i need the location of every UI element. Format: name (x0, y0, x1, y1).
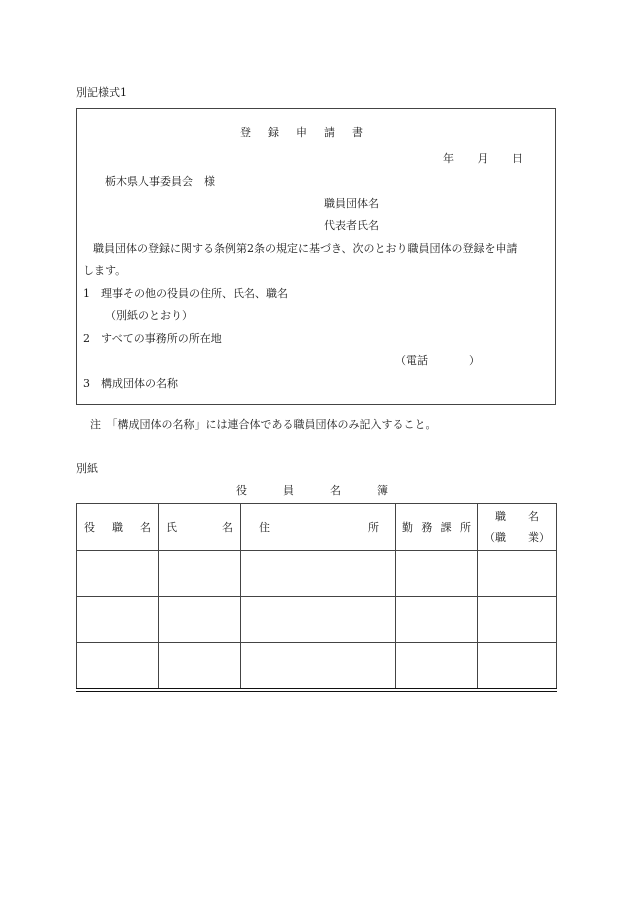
cell-occupation[interactable] (478, 597, 557, 643)
item-1: 1 理事その他の役員の住所、氏名、職名 (83, 287, 288, 300)
body-line-2: します。 (83, 264, 127, 277)
date-month: 月 (477, 152, 489, 165)
cell-workplace[interactable] (396, 597, 478, 643)
cell-name[interactable] (159, 597, 241, 643)
item-3: 3 構成団体の名称 (83, 377, 178, 390)
item-2: 2 すべての事務所の所在地 (83, 332, 222, 345)
cell-occupation[interactable] (478, 551, 557, 597)
cell-workplace[interactable] (396, 551, 478, 597)
addressee: 栃木県人事委員会 様 (105, 175, 215, 188)
cell-name[interactable] (159, 551, 241, 597)
phone-close: ） (469, 354, 480, 367)
application-title: 登録申請書 (240, 126, 380, 139)
date-day: 日 (512, 152, 523, 165)
cell-position[interactable] (77, 597, 159, 643)
org-name-label: 職員団体名 (324, 197, 379, 210)
date-year: 年 (443, 152, 454, 165)
table-row (77, 643, 557, 691)
table-row (77, 597, 557, 643)
cell-address[interactable] (241, 551, 396, 597)
roster-title: 役員名簿 (236, 484, 424, 497)
cell-name[interactable] (159, 643, 241, 691)
item-1-note: （別紙のとおり） (105, 309, 193, 322)
form-label: 別記様式1 (76, 86, 127, 99)
representative-label: 代表者氏名 (324, 219, 379, 232)
col-name: 氏 名 (159, 504, 241, 551)
col-address: 住 所 (241, 504, 396, 551)
application-form (76, 108, 556, 405)
note: 注 「構成団体の名称」には連合体である職員団体のみ記入すること。 (90, 418, 437, 431)
cell-address[interactable] (241, 643, 396, 691)
cell-workplace[interactable] (396, 643, 478, 691)
phone-label: （電話 (395, 354, 428, 367)
roster-table (76, 503, 557, 692)
col-workplace: 勤 務 課 所 (396, 504, 478, 551)
table-row (77, 551, 557, 597)
cell-position[interactable] (77, 551, 159, 597)
col-position: 役 職 名 (77, 504, 159, 551)
cell-position[interactable] (77, 643, 159, 691)
cell-occupation[interactable] (478, 643, 557, 691)
body-line-1: 職員団体の登録に関する条例第2条の規定に基づき、次のとおり職員団体の登録を申請 (93, 242, 518, 255)
roster-header-row (77, 504, 557, 551)
col-occupation: 職 名 （職 業） (478, 504, 557, 551)
attachment-label: 別紙 (76, 462, 98, 475)
date-fields (443, 150, 523, 166)
phone-field (395, 352, 480, 368)
cell-address[interactable] (241, 597, 396, 643)
